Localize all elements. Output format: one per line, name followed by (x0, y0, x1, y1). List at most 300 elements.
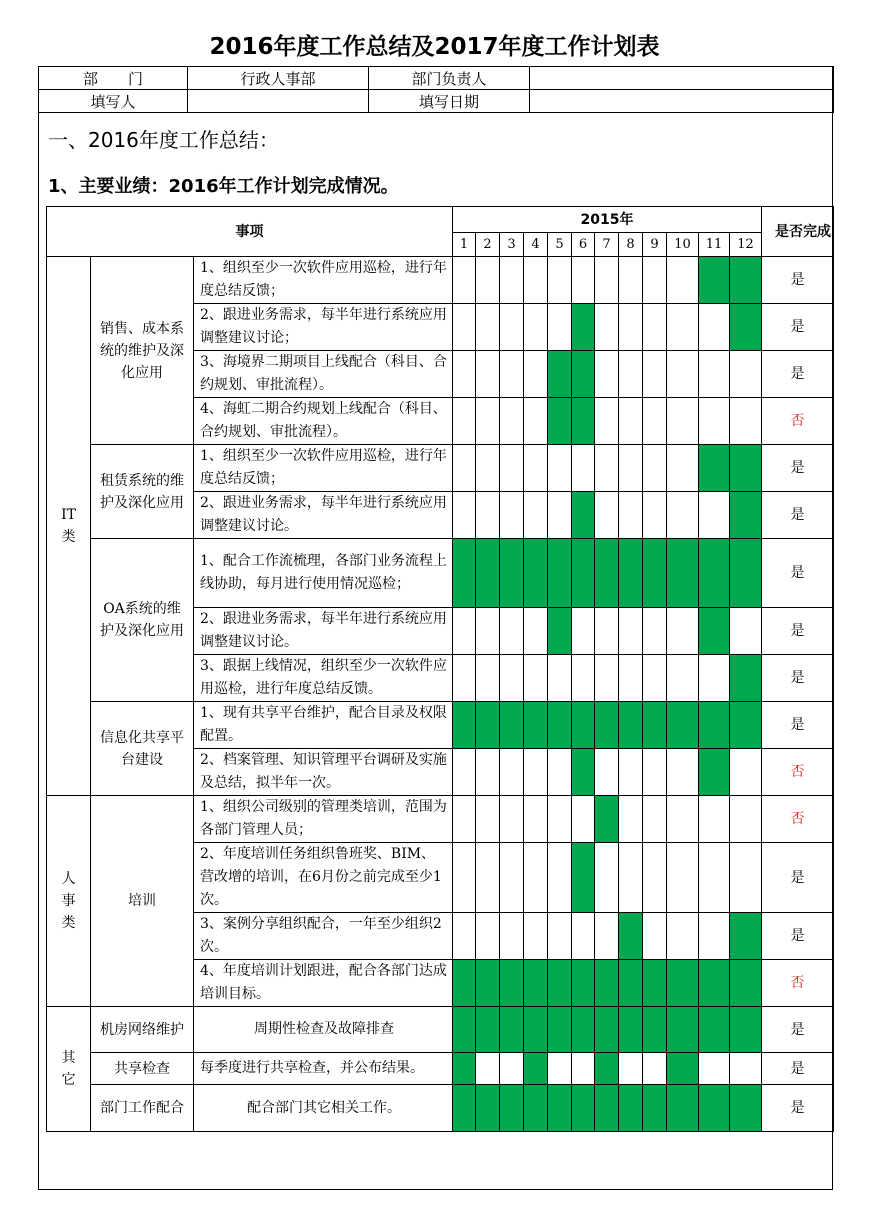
month-cell (595, 492, 619, 539)
month-cell (572, 304, 595, 351)
section-heading: 一、2016年度工作总结： (48, 128, 279, 152)
category-cell: 人 事 类 (47, 796, 91, 1007)
done-status: 是 (762, 608, 834, 655)
month-cell (667, 304, 699, 351)
month-cell (453, 960, 476, 1007)
month-cell (595, 351, 619, 398)
month-cell (476, 1085, 500, 1132)
month-cell (619, 351, 643, 398)
month-cell (524, 749, 548, 796)
subcategory-cell: 培训 (91, 796, 194, 1007)
month-cell (619, 843, 643, 913)
month-cell (730, 960, 762, 1007)
subcategory-cell: 共享检查 (91, 1053, 194, 1085)
month-cell (453, 304, 476, 351)
month-cell (643, 749, 667, 796)
month-cell (572, 257, 595, 304)
done-status: 否 (762, 796, 834, 843)
month-cell (453, 749, 476, 796)
month-header: 8 (619, 233, 643, 257)
table-row (47, 1053, 834, 1085)
done-status: 是 (762, 655, 834, 702)
month-cell (643, 398, 667, 445)
month-cell (619, 702, 643, 749)
month-cell (500, 960, 524, 1007)
month-cell (453, 1053, 476, 1085)
month-cell (453, 398, 476, 445)
month-cell (699, 351, 730, 398)
month-cell (572, 913, 595, 960)
month-cell (476, 257, 500, 304)
month-cell (548, 702, 572, 749)
month-cell (619, 960, 643, 1007)
month-cell (643, 913, 667, 960)
month-header: 9 (643, 233, 667, 257)
task-text: 配合部门其它相关工作。 (194, 1085, 453, 1132)
done-status: 是 (762, 492, 834, 539)
month-cell (643, 304, 667, 351)
item-header: 事项 (47, 207, 453, 257)
month-cell (500, 913, 524, 960)
month-cell (595, 843, 619, 913)
month-cell (699, 304, 730, 351)
month-cell (667, 913, 699, 960)
month-cell (524, 1053, 548, 1085)
month-cell (595, 608, 619, 655)
done-status: 是 (762, 702, 834, 749)
month-cell (524, 702, 548, 749)
month-cell (476, 749, 500, 796)
done-status: 是 (762, 351, 834, 398)
month-cell (699, 796, 730, 843)
month-cell (476, 304, 500, 351)
month-cell (500, 749, 524, 796)
month-cell (595, 257, 619, 304)
month-cell (572, 1085, 595, 1132)
month-cell (548, 655, 572, 702)
month-cell (476, 1007, 500, 1053)
month-cell (643, 1007, 667, 1053)
month-cell (730, 913, 762, 960)
month-cell (524, 398, 548, 445)
month-cell (524, 304, 548, 351)
month-cell (643, 257, 667, 304)
month-cell (730, 749, 762, 796)
month-cell (500, 492, 524, 539)
done-status: 是 (762, 1007, 834, 1053)
month-cell (548, 398, 572, 445)
month-cell (699, 539, 730, 608)
month-cell (548, 1007, 572, 1053)
month-cell (572, 539, 595, 608)
month-cell (500, 1007, 524, 1053)
month-cell (619, 749, 643, 796)
task-text: 3、跟据上线情况，组织至少一次软件应用巡检，进行年度总结反馈。 (194, 655, 453, 702)
month-cell (572, 351, 595, 398)
month-cell (572, 702, 595, 749)
category-cell: 其 它 (47, 1007, 91, 1132)
month-cell (476, 913, 500, 960)
month-cell (595, 1085, 619, 1132)
month-cell (453, 702, 476, 749)
month-cell (699, 398, 730, 445)
month-cell (524, 1085, 548, 1132)
task-text: 4、年度培训计划跟进，配合各部门达成培训目标。 (194, 960, 453, 1007)
month-cell (548, 445, 572, 492)
month-cell (730, 796, 762, 843)
month-cell (476, 351, 500, 398)
month-cell (453, 1007, 476, 1053)
month-cell (453, 1085, 476, 1132)
month-cell (643, 796, 667, 843)
month-cell (524, 655, 548, 702)
month-cell (667, 608, 699, 655)
month-cell (643, 608, 667, 655)
month-cell (453, 843, 476, 913)
month-cell (730, 655, 762, 702)
month-cell (476, 960, 500, 1007)
month-cell (572, 492, 595, 539)
month-cell (667, 351, 699, 398)
category-cell: IT 类 (47, 257, 91, 796)
month-cell (476, 796, 500, 843)
done-status: 是 (762, 843, 834, 913)
done-status: 是 (762, 445, 834, 492)
month-cell (572, 608, 595, 655)
month-cell (476, 702, 500, 749)
month-cell (476, 608, 500, 655)
done-status: 是 (762, 913, 834, 960)
month-cell (667, 843, 699, 913)
month-cell (619, 913, 643, 960)
subcategory-cell: 部门工作配合 (91, 1085, 194, 1132)
month-cell (619, 1085, 643, 1132)
month-cell (500, 304, 524, 351)
month-cell (548, 1085, 572, 1132)
month-header: 11 (699, 233, 730, 257)
month-cell (643, 1085, 667, 1132)
month-cell (548, 1053, 572, 1085)
month-cell (595, 702, 619, 749)
month-cell (699, 1085, 730, 1132)
table-row (47, 445, 834, 492)
month-cell (572, 749, 595, 796)
month-header: 2 (476, 233, 500, 257)
month-cell (619, 796, 643, 843)
month-cell (500, 351, 524, 398)
month-cell (500, 398, 524, 445)
month-cell (667, 1007, 699, 1053)
month-cell (667, 539, 699, 608)
info-table (38, 66, 834, 113)
month-cell (524, 960, 548, 1007)
month-cell (699, 702, 730, 749)
head-value[interactable] (530, 67, 834, 90)
task-text: 1、组织公司级别的管理类培训，范围为各部门管理人员； (194, 796, 453, 843)
month-cell (643, 492, 667, 539)
month-cell (667, 702, 699, 749)
month-header: 10 (667, 233, 699, 257)
month-cell (619, 398, 643, 445)
month-cell (699, 445, 730, 492)
month-cell (548, 960, 572, 1007)
month-cell (699, 960, 730, 1007)
table-row (47, 1085, 834, 1132)
month-cell (643, 539, 667, 608)
month-cell (619, 539, 643, 608)
month-cell (524, 257, 548, 304)
month-cell (619, 1007, 643, 1053)
month-cell (643, 960, 667, 1007)
month-cell (453, 913, 476, 960)
subsection-heading: 1、主要业绩：2016年工作计划完成情况。 (48, 176, 399, 197)
month-cell (524, 492, 548, 539)
subcategory-cell: 信息化共享平台建设 (91, 702, 194, 796)
month-cell (730, 843, 762, 913)
month-cell (619, 1053, 643, 1085)
month-cell (453, 492, 476, 539)
month-cell (595, 1007, 619, 1053)
month-cell (453, 351, 476, 398)
month-cell (667, 492, 699, 539)
month-cell (500, 445, 524, 492)
month-cell (548, 608, 572, 655)
month-cell (643, 655, 667, 702)
year-header: 2015年 (453, 207, 762, 233)
month-cell (730, 702, 762, 749)
month-header: 6 (572, 233, 595, 257)
dept-label: 部 门 (39, 67, 188, 90)
month-cell (453, 796, 476, 843)
month-cell (730, 398, 762, 445)
table-row (47, 539, 834, 608)
month-cell (699, 749, 730, 796)
filler-label: 填写人 (39, 90, 188, 113)
month-cell (500, 796, 524, 843)
month-cell (500, 655, 524, 702)
task-text: 周期性检查及故障排查 (194, 1007, 453, 1053)
month-cell (548, 913, 572, 960)
month-cell (572, 445, 595, 492)
month-cell (699, 257, 730, 304)
month-cell (476, 655, 500, 702)
subcategory-cell: OA系统的维护及深化应用 (91, 539, 194, 702)
done-status: 是 (762, 539, 834, 608)
month-cell (667, 398, 699, 445)
month-cell (730, 539, 762, 608)
month-cell (730, 304, 762, 351)
month-cell (524, 539, 548, 608)
month-cell (667, 796, 699, 843)
head-label: 部门负责人 (369, 67, 530, 90)
month-cell (500, 608, 524, 655)
task-text: 2、跟进业务需求，每半年进行系统应用调整建议讨论。 (194, 608, 453, 655)
month-cell (572, 398, 595, 445)
month-cell (667, 960, 699, 1007)
date-label: 填写日期 (369, 90, 530, 113)
month-cell (595, 539, 619, 608)
subcategory-cell: 销售、成本系统的维护及深化应用 (91, 257, 194, 445)
month-cell (548, 539, 572, 608)
month-cell (595, 913, 619, 960)
month-cell (572, 1053, 595, 1085)
month-cell (500, 702, 524, 749)
subcategory-cell: 租赁系统的维护及深化应用 (91, 445, 194, 539)
month-header: 3 (500, 233, 524, 257)
month-cell (453, 257, 476, 304)
month-cell (500, 1053, 524, 1085)
month-cell (500, 843, 524, 913)
month-cell (619, 445, 643, 492)
month-cell (699, 608, 730, 655)
month-cell (453, 539, 476, 608)
date-value[interactable] (530, 90, 834, 113)
month-cell (548, 796, 572, 843)
month-cell (643, 351, 667, 398)
task-text: 2、跟进业务需求，每半年进行系统应用调整建议讨论； (194, 304, 453, 351)
month-cell (619, 492, 643, 539)
task-text: 每季度进行共享检查，并公布结果。 (194, 1053, 453, 1085)
filler-value[interactable] (188, 90, 369, 113)
done-status: 否 (762, 960, 834, 1007)
month-cell (699, 843, 730, 913)
month-header: 12 (730, 233, 762, 257)
month-cell (643, 702, 667, 749)
month-cell (595, 960, 619, 1007)
dept-value[interactable]: 行政人事部 (188, 67, 369, 90)
month-cell (595, 796, 619, 843)
month-cell (524, 843, 548, 913)
month-cell (667, 257, 699, 304)
month-cell (667, 655, 699, 702)
month-cell (643, 445, 667, 492)
month-header: 1 (453, 233, 476, 257)
month-cell (572, 655, 595, 702)
done-status: 否 (762, 749, 834, 796)
month-cell (619, 608, 643, 655)
month-cell (500, 257, 524, 304)
month-cell (476, 492, 500, 539)
month-cell (476, 843, 500, 913)
done-header: 是否完成 (762, 207, 834, 257)
task-text: 3、案例分享组织配合，一年至少组织2次。 (194, 913, 453, 960)
task-text: 2、跟进业务需求，每半年进行系统应用调整建议讨论。 (194, 492, 453, 539)
month-cell (548, 351, 572, 398)
month-cell (730, 1085, 762, 1132)
month-cell (667, 1053, 699, 1085)
month-cell (524, 913, 548, 960)
month-cell (619, 257, 643, 304)
task-text: 1、配合工作流梳理，各部门业务流程上线协助，每月进行使用情况巡检； (194, 539, 453, 608)
month-cell (572, 1007, 595, 1053)
month-cell (572, 960, 595, 1007)
month-cell (730, 1007, 762, 1053)
month-cell (730, 257, 762, 304)
month-cell (699, 492, 730, 539)
task-text: 3、海境界二期项目上线配合（科目、合约规划、审批流程）。 (194, 351, 453, 398)
month-cell (572, 843, 595, 913)
month-cell (548, 492, 572, 539)
month-cell (500, 1085, 524, 1132)
month-cell (595, 655, 619, 702)
done-status: 是 (762, 257, 834, 304)
month-cell (524, 608, 548, 655)
month-cell (595, 749, 619, 796)
task-text: 2、档案管理、知识管理平台调研及实施及总结，拟半年一次。 (194, 749, 453, 796)
month-cell (572, 796, 595, 843)
month-cell (595, 445, 619, 492)
task-text: 1、组织至少一次软件应用巡检，进行年度总结反馈； (194, 445, 453, 492)
month-cell (619, 655, 643, 702)
month-cell (453, 655, 476, 702)
done-status: 否 (762, 398, 834, 445)
month-cell (619, 304, 643, 351)
table-row (47, 796, 834, 843)
month-cell (667, 749, 699, 796)
page-title: 2016年度工作总结及2017年度工作计划表 (209, 34, 660, 60)
plan-table (46, 206, 834, 1132)
done-status: 是 (762, 1053, 834, 1085)
month-cell (643, 1053, 667, 1085)
month-cell (699, 655, 730, 702)
month-cell (699, 913, 730, 960)
task-text: 2、年度培训任务组织鲁班奖、BIM、营改增的培训，在6月份之前完成至少1次。 (194, 843, 453, 913)
month-cell (595, 1053, 619, 1085)
task-text: 4、海虹二期合约规划上线配合（科目、合约规划、审批流程）。 (194, 398, 453, 445)
month-cell (476, 539, 500, 608)
month-cell (548, 843, 572, 913)
task-text: 1、现有共享平台维护，配合目录及权限配置。 (194, 702, 453, 749)
month-cell (476, 1053, 500, 1085)
month-header: 7 (595, 233, 619, 257)
month-cell (730, 445, 762, 492)
month-cell (730, 1053, 762, 1085)
month-cell (643, 843, 667, 913)
done-status: 是 (762, 304, 834, 351)
month-cell (524, 445, 548, 492)
month-cell (595, 398, 619, 445)
month-cell (524, 796, 548, 843)
month-cell (730, 492, 762, 539)
done-status: 是 (762, 1085, 834, 1132)
header-row (47, 207, 834, 233)
month-cell (699, 1007, 730, 1053)
month-cell (548, 749, 572, 796)
month-cell (667, 445, 699, 492)
table-row (47, 702, 834, 749)
month-cell (453, 445, 476, 492)
table-row (47, 1007, 834, 1053)
month-cell (524, 1007, 548, 1053)
month-cell (595, 304, 619, 351)
table-row (47, 257, 834, 304)
month-cell (476, 445, 500, 492)
month-cell (476, 398, 500, 445)
month-cell (699, 1053, 730, 1085)
month-cell (524, 351, 548, 398)
month-header: 4 (524, 233, 548, 257)
month-cell (453, 608, 476, 655)
month-cell (730, 608, 762, 655)
month-header: 5 (548, 233, 572, 257)
month-cell (548, 304, 572, 351)
month-cell (667, 1085, 699, 1132)
month-cell (548, 257, 572, 304)
month-cell (730, 351, 762, 398)
month-cell (500, 539, 524, 608)
task-text: 1、组织至少一次软件应用巡检，进行年度总结反馈； (194, 257, 453, 304)
subcategory-cell: 机房网络维护 (91, 1007, 194, 1053)
